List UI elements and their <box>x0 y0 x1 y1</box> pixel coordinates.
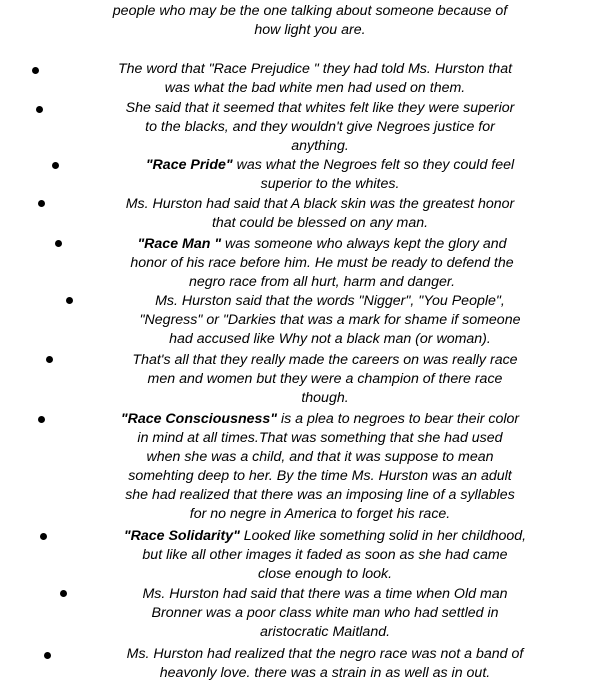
text-line: close enough to look. <box>257 566 393 582</box>
text-line: Bronner was a poor class white man who had settled in <box>151 605 499 621</box>
text-line: people who may be the one talking about someone because of <box>112 3 508 19</box>
text-line: how light you are. <box>254 22 366 38</box>
text-line: Ms. Hurston had said that there was a time when Old man <box>142 586 508 602</box>
text-line: She said that it seemed that whites felt like they were superior <box>125 100 515 116</box>
list-item <box>40 60 590 98</box>
text-line: heavonly love. there was a strain in as well as in out. <box>159 665 491 681</box>
text-line: aristocratic Maitland. <box>259 624 391 640</box>
bullet-icon <box>38 416 45 423</box>
text-line: "Race Pride" was what the Negroes felt so they could feel <box>145 157 515 173</box>
text-line: men and women but they were a champion of there race <box>147 371 503 387</box>
text-line: for no negre in America to forget his race. <box>189 506 451 522</box>
text-line: when she was a child, and that it was suppose to mean <box>146 449 494 465</box>
bold-term: "Race Man " <box>137 236 222 252</box>
text-line: honor of his race before him. He must be ready to defend the <box>130 255 514 271</box>
text-line: though. <box>301 390 349 406</box>
text-line: was what the bad white men had used on them. <box>164 80 466 96</box>
list-item <box>50 410 590 524</box>
list-item <box>50 645 600 683</box>
bullet-icon <box>40 533 47 540</box>
list-item <box>50 195 590 233</box>
text-line: superior to the whites. <box>260 176 400 192</box>
list-item <box>52 235 592 292</box>
bold-term: "Race Pride" <box>145 157 233 173</box>
text-line: in mind at all times.That was something that she had used <box>137 430 503 446</box>
text-line: to the blacks, and they wouldn't give Negroes justice for <box>145 119 495 135</box>
text-line: "Race Consciousness" is a plea to negroes to bear their color <box>120 411 520 427</box>
text-line: but like all other images it faded as soon as she had came <box>142 547 508 563</box>
text-line: that could be blessed on any man. <box>211 215 429 231</box>
text-line: negro race from all hurt, harm and danger. <box>188 274 456 290</box>
list-item <box>55 351 595 408</box>
text-line: somehting deep to her. By the time Ms. Hurston was an adult <box>128 468 512 484</box>
bullet-icon <box>38 200 45 207</box>
text-line: she had realized that there was an imposing line of a syllables <box>125 487 515 503</box>
text-line: "Negress" or "Darkies that was a mark for shame if someone <box>139 312 521 328</box>
bullet-icon <box>36 106 43 113</box>
bold-term: "Race Solidarity" <box>123 528 240 544</box>
text-line: Ms. Hurston had realized that the negro race was not a band of <box>126 646 524 662</box>
text-line: "Race Man " was someone who always kept the glory and <box>137 236 507 252</box>
text-line: "Race Solidarity" Looked like something solid in her childhood, <box>123 528 527 544</box>
list-item <box>50 527 600 584</box>
list-item <box>60 156 600 194</box>
text-line: had accused like Why not a black man (or woman). <box>169 331 491 347</box>
text-line: Ms. Hurston said that the words "Nigger", "You People", <box>155 293 505 309</box>
list-item <box>60 292 600 349</box>
bullet-icon <box>32 67 39 74</box>
text-line: anything. <box>291 138 349 154</box>
bullet-icon <box>46 356 53 363</box>
text-line: Ms. Hurston had said that A black skin was the greatest honor <box>125 196 515 212</box>
text-line: The word that "Race Prejudice " they had told Ms. Hurston that <box>117 61 513 77</box>
bold-term: "Race Consciousness" <box>120 411 278 427</box>
list-item <box>50 99 590 156</box>
list-item <box>40 2 580 40</box>
bullet-icon <box>52 162 59 169</box>
text-line: That's all that they really made the careers on was really race <box>132 352 518 368</box>
list-item <box>55 585 595 642</box>
